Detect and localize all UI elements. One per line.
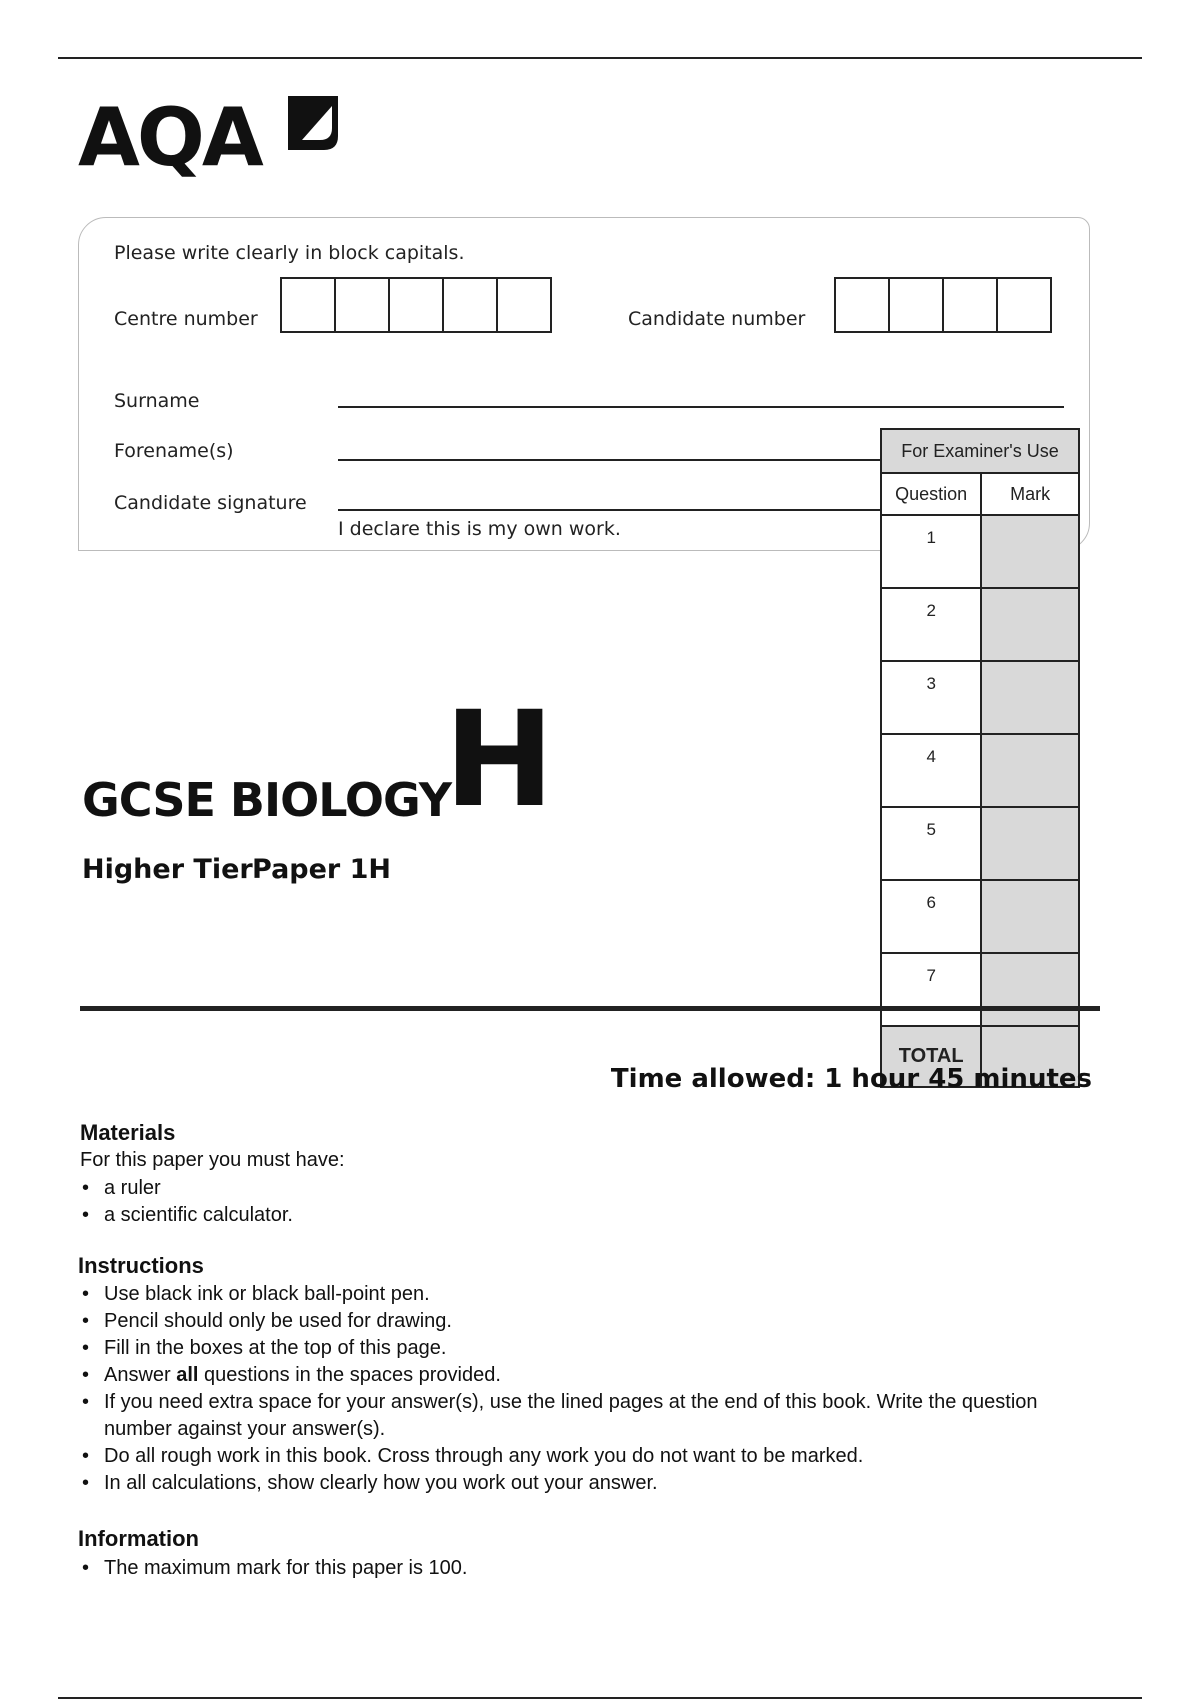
list-item: • Pencil should only be used for drawing. — [80, 1308, 1080, 1335]
question-number: 5 — [881, 807, 981, 880]
total-label: TOTAL — [881, 1026, 981, 1087]
question-number: 2 — [881, 588, 981, 661]
examiner-use-table — [880, 428, 1080, 1088]
surname-label: Surname — [114, 390, 200, 412]
tier-label: Higher Tier — [82, 854, 253, 885]
centre-number-box[interactable] — [280, 277, 336, 333]
answer-all-post: questions in the spaces provided. — [198, 1364, 501, 1386]
examiner-use-title: For Examiner's Use — [881, 429, 1079, 473]
mark-cell — [981, 880, 1079, 953]
question-number: 3 — [881, 661, 981, 734]
list-item: • Use black ink or black ball-point pen. — [80, 1281, 1080, 1308]
list-item: • In all calculations, show clearly how you work out your answer. — [80, 1470, 1080, 1497]
list-item: • Do all rough work in this book. Cross through any work you do not want to be marked. — [80, 1443, 1080, 1470]
list-item: • a scientific calculator. — [80, 1202, 1080, 1229]
centre-number-label: Centre number — [114, 308, 258, 330]
answer-all-pre: Answer — [104, 1364, 177, 1386]
centre-number-box[interactable] — [334, 277, 390, 333]
time-allowed: Time allowed: 1 hour 45 minutes — [610, 1064, 1092, 1094]
candidate-number-box[interactable] — [942, 277, 998, 333]
aqa-flag-icon — [282, 92, 344, 154]
table-row — [881, 515, 1079, 588]
top-rule — [58, 57, 1142, 59]
candidate-number-box[interactable] — [888, 277, 944, 333]
materials-list — [80, 1175, 1080, 1229]
list-item: • Fill in the boxes at the top of this page. — [80, 1335, 1080, 1362]
answer-all-bold: all — [176, 1364, 199, 1386]
information-list — [80, 1555, 1080, 1582]
centre-number-box[interactable] — [496, 277, 552, 333]
mark-cell — [981, 661, 1079, 734]
question-number: 1 — [881, 515, 981, 588]
candidate-number-box[interactable] — [834, 277, 890, 333]
question-number: 7 — [881, 953, 981, 1026]
title-divider — [80, 1006, 1100, 1011]
mark-column-header: Mark — [981, 473, 1079, 515]
forenames-label: Forename(s) — [114, 440, 234, 462]
paper-name: Paper 1H — [252, 854, 392, 885]
question-column-header: Question — [881, 473, 981, 515]
materials-heading: Materials — [80, 1120, 176, 1145]
mark-cell — [981, 515, 1079, 588]
list-item — [80, 1362, 1080, 1389]
centre-number-box[interactable] — [388, 277, 444, 333]
table-row — [881, 953, 1079, 1026]
table-row — [881, 734, 1079, 807]
candidate-number-label: Candidate number — [628, 308, 806, 330]
subject-title: GCSE BIOLOGY — [82, 773, 452, 827]
signature-label: Candidate signature — [114, 492, 307, 514]
bottom-rule — [58, 1697, 1142, 1699]
candidate-number-boxes[interactable] — [836, 277, 1052, 333]
declaration-text: I declare this is my own work. — [338, 518, 621, 540]
list-item: • The maximum mark for this paper is 100. — [80, 1555, 1080, 1582]
surname-field[interactable] — [338, 406, 1064, 408]
materials-intro: For this paper you must have: — [80, 1149, 345, 1171]
mark-cell — [981, 734, 1079, 807]
mark-cell — [981, 953, 1079, 1026]
forenames-field[interactable] — [338, 459, 880, 461]
block-capitals-instruction: Please write clearly in block capitals. — [114, 242, 465, 264]
table-row — [881, 661, 1079, 734]
table-row — [881, 588, 1079, 661]
tier-letter: H — [444, 683, 555, 837]
aqa-logo-text: AQA — [78, 91, 261, 184]
information-heading: Information — [78, 1526, 199, 1551]
aqa-logo — [78, 88, 348, 188]
list-item: • a ruler — [80, 1175, 1080, 1202]
question-number: 4 — [881, 734, 981, 807]
table-row — [881, 807, 1079, 880]
centre-number-box[interactable] — [442, 277, 498, 333]
candidate-number-box[interactable] — [996, 277, 1052, 333]
table-row — [881, 880, 1079, 953]
instructions-list — [80, 1281, 1080, 1497]
mark-cell — [981, 807, 1079, 880]
instructions-heading: Instructions — [78, 1253, 204, 1278]
centre-number-boxes[interactable] — [282, 277, 552, 333]
signature-field[interactable] — [338, 509, 880, 511]
mark-cell — [981, 588, 1079, 661]
list-item: • If you need extra space for your answer(s), use the lined pages at the end of this book. Write the question number against your answer(s). — [80, 1389, 1080, 1443]
question-number: 6 — [881, 880, 981, 953]
